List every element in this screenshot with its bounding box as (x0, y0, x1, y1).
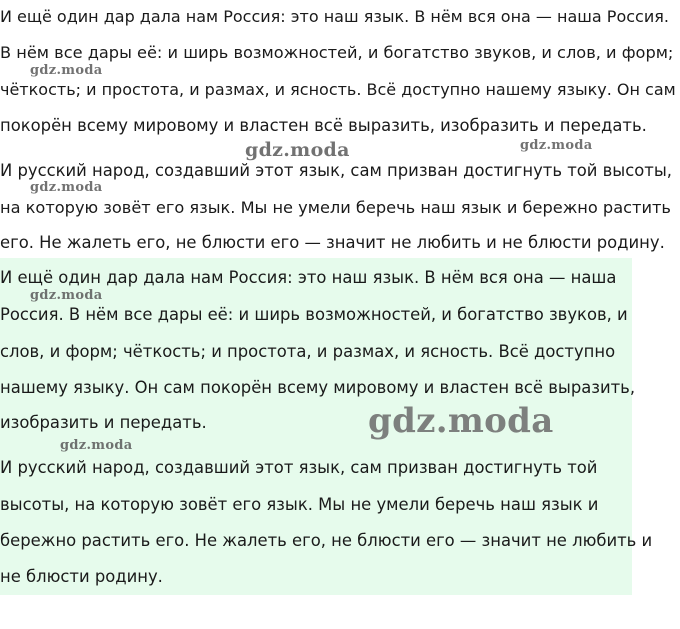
text-line: И ещё один дар дала нам Россия: это наш язык. В нём вся она — наша (0, 268, 617, 287)
watermark: gdz.moda (30, 180, 103, 195)
text-line: бережно растить его. Не жалеть его, не блюсти его — значит не любить и (0, 531, 653, 550)
watermark: gdz.moda (245, 139, 350, 161)
watermark: gdz.moda (520, 138, 593, 153)
text-line: не блюсти родину. (0, 567, 163, 586)
watermark: gdz.moda (368, 401, 554, 441)
text-line: В нём все дары её: и ширь возможностей, и богатство звуков, и слов, и форм; (0, 43, 674, 62)
text-line: нашему языку. Он сам покорён всему мировому и властен всё выразить, (0, 378, 636, 397)
text-line: изобразить и передать. (0, 413, 207, 432)
watermark: gdz.moda (30, 63, 103, 78)
text-line: его. Не жалеть его, не блюсти его — значит не любить и не блюсти родину. (0, 233, 665, 252)
text-line: И ещё один дар дала нам Россия: это наш язык. В нём вся она — наша Россия. (0, 7, 669, 26)
text-line: чёткость; и простота, и размах, и ясность. Всё доступно нашему языку. Он сам (0, 80, 676, 99)
text-line: Россия. В нём все дары её: и ширь возможностей, и богатство звуков, и (0, 305, 628, 324)
text-line: покорён всему мировому и властен всё выразить, изобразить и передать. (0, 116, 647, 135)
text-line: И русский народ, создавший этот язык, сам призван достигнуть той (0, 458, 598, 477)
watermark: gdz.moda (60, 438, 133, 453)
watermark: gdz.moda (30, 288, 103, 303)
text-line: высоты, на которую зовёт его язык. Мы не умели беречь наш язык и (0, 495, 599, 514)
text-line: на которую зовёт его язык. Мы не умели беречь наш язык и бережно растить (0, 198, 671, 217)
text-line: И русский народ, создавший этот язык, сам призван достигнуть той высоты, (0, 161, 672, 180)
text-line: слов, и форм; чёткость; и простота, и размах, и ясность. Всё доступно (0, 342, 616, 361)
